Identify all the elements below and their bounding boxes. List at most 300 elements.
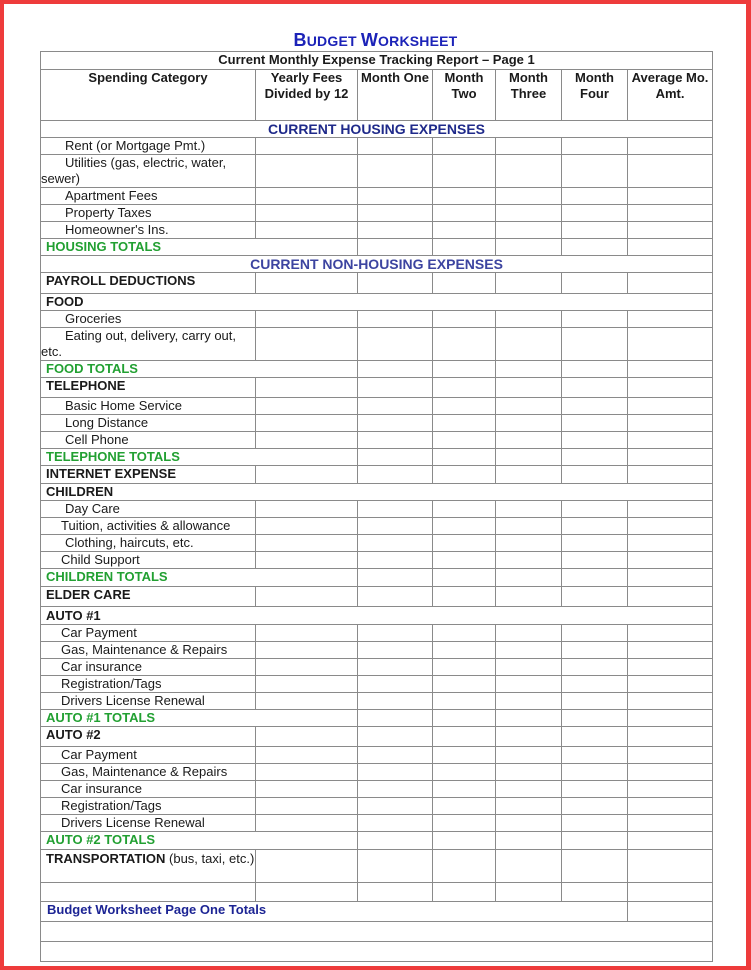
table-row	[41, 850, 713, 883]
cell-m2[interactable]	[433, 518, 496, 535]
category-auto2: AUTO #2	[41, 727, 256, 747]
cell-m1[interactable]	[358, 535, 433, 552]
cell-m2[interactable]	[433, 552, 496, 569]
cell-m2[interactable]	[433, 781, 496, 798]
cell-m3[interactable]	[496, 850, 562, 883]
cell-m1[interactable]	[358, 466, 433, 484]
cell-m3[interactable]	[496, 747, 562, 764]
table-row	[41, 155, 713, 188]
cell-m4[interactable]	[562, 832, 628, 850]
cell-m1[interactable]	[358, 239, 433, 256]
cell-yearly[interactable]	[256, 693, 358, 710]
cell-m3[interactable]	[496, 781, 562, 798]
cell-m3[interactable]	[496, 501, 562, 518]
cell-m1[interactable]	[358, 432, 433, 449]
cell-avg[interactable]	[628, 832, 713, 850]
cell-m4[interactable]	[562, 625, 628, 642]
row-label: Tuition, activities & allowance	[41, 518, 256, 535]
cell-avg[interactable]	[628, 659, 713, 676]
cell-m4[interactable]	[562, 222, 628, 239]
table-row	[41, 693, 713, 710]
cell-avg[interactable]	[628, 361, 713, 378]
category-row	[41, 484, 713, 501]
table-row	[41, 415, 713, 432]
cell-m3[interactable]	[496, 587, 562, 607]
cell-m1[interactable]	[358, 138, 433, 155]
row-label: Basic Home Service	[41, 398, 256, 415]
cell-avg[interactable]	[628, 625, 713, 642]
auto1-totals-label: AUTO #1 TOTALS	[41, 710, 358, 727]
cell-yearly[interactable]	[256, 138, 358, 155]
table-row	[41, 432, 713, 449]
cell-m3[interactable]	[496, 535, 562, 552]
cell-m2[interactable]	[433, 311, 496, 328]
table-row	[41, 781, 713, 798]
cell-yearly[interactable]	[256, 552, 358, 569]
cell-m2[interactable]	[433, 727, 496, 747]
cell-avg[interactable]	[628, 710, 713, 727]
cell-m4[interactable]	[562, 781, 628, 798]
cell-avg[interactable]	[628, 747, 713, 764]
cell-m1[interactable]	[358, 205, 433, 222]
cell-avg[interactable]	[628, 398, 713, 415]
cell-avg[interactable]	[628, 311, 713, 328]
cell-m4[interactable]	[562, 188, 628, 205]
cell-m2[interactable]	[433, 273, 496, 294]
grand-total-value[interactable]	[628, 902, 713, 922]
cell-m4[interactable]	[562, 850, 628, 883]
cell-avg[interactable]	[628, 466, 713, 484]
cell-m4[interactable]	[562, 415, 628, 432]
cell-m2[interactable]	[433, 378, 496, 398]
cell-avg[interactable]	[628, 239, 713, 256]
cell-m4[interactable]	[562, 273, 628, 294]
row-label: Homeowner's Ins.	[41, 222, 256, 239]
cell-m1[interactable]	[358, 781, 433, 798]
cell-m3[interactable]	[496, 273, 562, 294]
cell-m2[interactable]	[433, 815, 496, 832]
cell-avg[interactable]	[628, 501, 713, 518]
table-row	[41, 747, 713, 764]
cell-m2[interactable]	[433, 205, 496, 222]
notes-line[interactable]	[41, 922, 713, 942]
cell-m4[interactable]	[562, 764, 628, 781]
row-label: Car Payment	[41, 625, 256, 642]
cell-avg[interactable]	[628, 155, 713, 188]
cell-m4[interactable]	[562, 378, 628, 398]
cell-m1[interactable]	[358, 569, 433, 587]
cell-yearly[interactable]	[256, 188, 358, 205]
cell-m3[interactable]	[496, 883, 562, 902]
blank-row	[41, 922, 713, 942]
cell-yearly[interactable]	[256, 222, 358, 239]
cell-m4[interactable]	[562, 361, 628, 378]
cell-m2[interactable]	[433, 569, 496, 587]
table-row	[41, 328, 713, 361]
category-row	[41, 607, 713, 625]
table-row	[41, 222, 713, 239]
cell-m4[interactable]	[562, 552, 628, 569]
cell-yearly[interactable]	[256, 764, 358, 781]
report-title: Current Monthly Expense Tracking Report – Page 1	[41, 52, 713, 70]
row-label: Gas, Maintenance & Repairs	[41, 764, 256, 781]
cell-avg[interactable]	[628, 328, 713, 361]
cell-yearly[interactable]	[256, 883, 358, 902]
cell-avg[interactable]	[628, 205, 713, 222]
cell-m4[interactable]	[562, 155, 628, 188]
cell-m3[interactable]	[496, 328, 562, 361]
table-row	[41, 398, 713, 415]
section-housing: CURRENT HOUSING EXPENSES	[41, 121, 713, 138]
cell-m1[interactable]	[358, 155, 433, 188]
cell-m1[interactable]	[358, 188, 433, 205]
cell-avg[interactable]	[628, 273, 713, 294]
cell-m2[interactable]	[433, 415, 496, 432]
row-label: Apartment Fees	[41, 188, 256, 205]
col-header-average: Average Mo. Amt.	[628, 70, 713, 121]
category-row	[41, 294, 713, 311]
cell-m4[interactable]	[562, 659, 628, 676]
totals-row	[41, 449, 713, 466]
cell-yearly[interactable]	[256, 535, 358, 552]
cell-yearly[interactable]	[256, 642, 358, 659]
cell-avg[interactable]	[628, 587, 713, 607]
cell-m4[interactable]	[562, 883, 628, 902]
col-header-month-three: Month Three	[496, 70, 562, 121]
cell-m4[interactable]	[562, 798, 628, 815]
table-row	[41, 676, 713, 693]
cell-m3[interactable]	[496, 642, 562, 659]
cell-m3[interactable]	[496, 569, 562, 587]
cell-m4[interactable]	[562, 501, 628, 518]
totals-row	[41, 361, 713, 378]
cell-m2[interactable]	[433, 587, 496, 607]
cell-m4[interactable]	[562, 328, 628, 361]
cell-m4[interactable]	[562, 642, 628, 659]
col-header-month-one: Month One	[358, 70, 433, 121]
cell-m1[interactable]	[358, 710, 433, 727]
cell-m4[interactable]	[562, 676, 628, 693]
row-label: Cell Phone	[41, 432, 256, 449]
cell-m3[interactable]	[496, 764, 562, 781]
category-transportation: TRANSPORTATION (bus, taxi, etc.)	[41, 850, 256, 883]
cell-m2[interactable]	[433, 466, 496, 484]
cell-m4[interactable]	[562, 693, 628, 710]
cell-m2[interactable]	[433, 710, 496, 727]
cell-m2[interactable]	[433, 642, 496, 659]
row-label: Car insurance	[41, 659, 256, 676]
cell-m4[interactable]	[562, 710, 628, 727]
cell-yearly[interactable]	[256, 727, 358, 747]
cell-yearly[interactable]	[256, 850, 358, 883]
cell-m4[interactable]	[562, 747, 628, 764]
cell-yearly[interactable]	[256, 501, 358, 518]
cell-m1[interactable]	[358, 625, 433, 642]
cell-avg[interactable]	[628, 518, 713, 535]
table-row	[41, 815, 713, 832]
cell-m3[interactable]	[496, 449, 562, 466]
column-headers	[41, 70, 713, 121]
cell-yearly[interactable]	[256, 466, 358, 484]
cell-avg[interactable]	[628, 432, 713, 449]
cell-yearly[interactable]	[256, 518, 358, 535]
cell-m3[interactable]	[496, 625, 562, 642]
cell-m1[interactable]	[358, 642, 433, 659]
col-header-category: Spending Category	[41, 70, 256, 121]
cell-m1[interactable]	[358, 659, 433, 676]
row-label: Rent (or Mortgage Pmt.)	[41, 138, 256, 155]
cell-m3[interactable]	[496, 361, 562, 378]
cell-m2[interactable]	[433, 883, 496, 902]
cell-m4[interactable]	[562, 466, 628, 484]
cell-m4[interactable]	[562, 535, 628, 552]
cell-avg[interactable]	[628, 883, 713, 902]
cell-m2[interactable]	[433, 693, 496, 710]
cell-avg[interactable]	[628, 222, 713, 239]
cell-m3[interactable]	[496, 798, 562, 815]
cell-yearly[interactable]	[256, 328, 358, 361]
cell-avg[interactable]	[628, 727, 713, 747]
cell-m2[interactable]	[433, 449, 496, 466]
cell-avg[interactable]	[628, 552, 713, 569]
grand-totals-row	[41, 902, 713, 922]
table-row	[41, 466, 713, 484]
category-auto1: AUTO #1	[41, 607, 713, 625]
cell-m3[interactable]	[496, 832, 562, 850]
table-row	[41, 378, 713, 398]
cell-m4[interactable]	[562, 569, 628, 587]
category-internet: INTERNET EXPENSE	[41, 466, 256, 484]
row-label: Gas, Maintenance & Repairs	[41, 642, 256, 659]
table-row	[41, 587, 713, 607]
cell-m4[interactable]	[562, 205, 628, 222]
cell-m3[interactable]	[496, 378, 562, 398]
category-telephone: TELEPHONE	[41, 378, 256, 398]
cell-m2[interactable]	[433, 432, 496, 449]
table-row	[41, 727, 713, 747]
cell-m3[interactable]	[496, 188, 562, 205]
cell-m2[interactable]	[433, 764, 496, 781]
cell-avg[interactable]	[628, 535, 713, 552]
cell-m2[interactable]	[433, 188, 496, 205]
cell-m1[interactable]	[358, 727, 433, 747]
cell-m1[interactable]	[358, 832, 433, 850]
cell-m3[interactable]	[496, 552, 562, 569]
cell-m3[interactable]	[496, 727, 562, 747]
totals-row	[41, 569, 713, 587]
cell-yearly[interactable]	[256, 587, 358, 607]
cell-avg[interactable]	[628, 188, 713, 205]
cell-avg[interactable]	[628, 693, 713, 710]
page-title: BUDGET WORKSHEET	[293, 30, 458, 50]
cell-m2[interactable]	[433, 222, 496, 239]
cell-m2[interactable]	[433, 747, 496, 764]
cell-avg[interactable]	[628, 138, 713, 155]
cell-yearly[interactable]	[256, 625, 358, 642]
cell-avg[interactable]	[628, 569, 713, 587]
cell-m1[interactable]	[358, 676, 433, 693]
table-row	[41, 188, 713, 205]
cell-m2[interactable]	[433, 676, 496, 693]
cell-m3[interactable]	[496, 432, 562, 449]
cell-yearly[interactable]	[256, 659, 358, 676]
cell-m2[interactable]	[433, 361, 496, 378]
cell-yearly[interactable]	[256, 205, 358, 222]
cell-m1[interactable]	[358, 883, 433, 902]
cell-label[interactable]	[41, 883, 256, 902]
totals-row	[41, 239, 713, 256]
cell-yearly[interactable]	[256, 378, 358, 398]
table-row	[41, 138, 713, 155]
cell-yearly[interactable]	[256, 155, 358, 188]
row-label: Drivers License Renewal	[41, 815, 256, 832]
cell-m3[interactable]	[496, 311, 562, 328]
table-row	[41, 273, 713, 294]
cell-m1[interactable]	[358, 764, 433, 781]
cell-avg[interactable]	[628, 676, 713, 693]
cell-m2[interactable]	[433, 832, 496, 850]
category-food: FOOD	[41, 294, 713, 311]
cell-avg[interactable]	[628, 815, 713, 832]
cell-yearly[interactable]	[256, 815, 358, 832]
totals-row	[41, 832, 713, 850]
cell-yearly[interactable]	[256, 311, 358, 328]
row-label: Child Support	[41, 552, 256, 569]
cell-m3[interactable]	[496, 205, 562, 222]
col-header-month-four: Month Four	[562, 70, 628, 121]
cell-m1[interactable]	[358, 415, 433, 432]
cell-m3[interactable]	[496, 693, 562, 710]
cell-m1[interactable]	[358, 222, 433, 239]
cell-m2[interactable]	[433, 138, 496, 155]
cell-m3[interactable]	[496, 659, 562, 676]
cell-m2[interactable]	[433, 535, 496, 552]
cell-m1[interactable]	[358, 693, 433, 710]
cell-m2[interactable]	[433, 398, 496, 415]
cell-m1[interactable]	[358, 328, 433, 361]
table-row	[41, 311, 713, 328]
row-label: Property Taxes	[41, 205, 256, 222]
cell-m2[interactable]	[433, 798, 496, 815]
cell-avg[interactable]	[628, 798, 713, 815]
cell-m4[interactable]	[562, 432, 628, 449]
row-label: Car insurance	[41, 781, 256, 798]
row-label: Registration/Tags	[41, 676, 256, 693]
cell-m1[interactable]	[358, 518, 433, 535]
cell-m1[interactable]	[358, 552, 433, 569]
cell-m4[interactable]	[562, 138, 628, 155]
table-row	[41, 659, 713, 676]
category-payroll: PAYROLL DEDUCTIONS	[41, 273, 256, 294]
cell-avg[interactable]	[628, 781, 713, 798]
cell-yearly[interactable]	[256, 432, 358, 449]
cell-m1[interactable]	[358, 501, 433, 518]
blank-row	[41, 883, 713, 902]
cell-m3[interactable]	[496, 398, 562, 415]
table-row	[41, 798, 713, 815]
cell-m1[interactable]	[358, 815, 433, 832]
table-row	[41, 642, 713, 659]
grand-totals-label: Budget Worksheet Page One Totals	[41, 902, 628, 922]
cell-yearly[interactable]	[256, 273, 358, 294]
cell-m3[interactable]	[496, 466, 562, 484]
cell-m1[interactable]	[358, 378, 433, 398]
cell-yearly[interactable]	[256, 781, 358, 798]
cell-m3[interactable]	[496, 815, 562, 832]
cell-m3[interactable]	[496, 676, 562, 693]
cell-m2[interactable]	[433, 625, 496, 642]
cell-avg[interactable]	[628, 449, 713, 466]
cell-m3[interactable]	[496, 415, 562, 432]
cell-avg[interactable]	[628, 850, 713, 883]
row-label: Groceries	[41, 311, 256, 328]
cell-m3[interactable]	[496, 138, 562, 155]
table-row	[41, 518, 713, 535]
cell-m2[interactable]	[433, 850, 496, 883]
housing-totals-label: HOUSING TOTALS	[41, 239, 358, 256]
cell-m4[interactable]	[562, 311, 628, 328]
cell-m4[interactable]	[562, 587, 628, 607]
cell-m4[interactable]	[562, 449, 628, 466]
cell-m1[interactable]	[358, 747, 433, 764]
cell-m2[interactable]	[433, 501, 496, 518]
cell-m4[interactable]	[562, 239, 628, 256]
cell-m3[interactable]	[496, 222, 562, 239]
food-totals-label: FOOD TOTALS	[41, 361, 358, 378]
cell-m1[interactable]	[358, 361, 433, 378]
cell-m4[interactable]	[562, 398, 628, 415]
cell-yearly[interactable]	[256, 676, 358, 693]
cell-m2[interactable]	[433, 328, 496, 361]
cell-avg[interactable]	[628, 415, 713, 432]
cell-yearly[interactable]	[256, 398, 358, 415]
totals-row	[41, 710, 713, 727]
table-row	[41, 552, 713, 569]
cell-m2[interactable]	[433, 659, 496, 676]
cell-m4[interactable]	[562, 518, 628, 535]
section-nonhousing: CURRENT NON-HOUSING EXPENSES	[41, 256, 713, 273]
category-elder-care: ELDER CARE	[41, 587, 256, 607]
cell-m4[interactable]	[562, 815, 628, 832]
cell-avg[interactable]	[628, 642, 713, 659]
cell-avg[interactable]	[628, 764, 713, 781]
row-label: Clothing, haircuts, etc.	[41, 535, 256, 552]
cell-m2[interactable]	[433, 239, 496, 256]
row-label: Registration/Tags	[41, 798, 256, 815]
cell-m3[interactable]	[496, 155, 562, 188]
cell-m3[interactable]	[496, 518, 562, 535]
cell-m3[interactable]	[496, 710, 562, 727]
row-label: Eating out, delivery, carry out, etc.	[41, 328, 256, 361]
notes-line[interactable]	[41, 942, 713, 962]
cell-yearly[interactable]	[256, 415, 358, 432]
cell-m1[interactable]	[358, 449, 433, 466]
cell-yearly[interactable]	[256, 798, 358, 815]
cell-m1[interactable]	[358, 587, 433, 607]
cell-yearly[interactable]	[256, 747, 358, 764]
cell-m1[interactable]	[358, 798, 433, 815]
cell-m4[interactable]	[562, 727, 628, 747]
cell-m3[interactable]	[496, 239, 562, 256]
cell-m1[interactable]	[358, 398, 433, 415]
cell-m1[interactable]	[358, 273, 433, 294]
cell-m2[interactable]	[433, 155, 496, 188]
cell-m1[interactable]	[358, 311, 433, 328]
auto2-totals-label: AUTO #2 TOTALS	[41, 832, 358, 850]
cell-avg[interactable]	[628, 378, 713, 398]
cell-m1[interactable]	[358, 850, 433, 883]
col-header-month-two: Month Two	[433, 70, 496, 121]
